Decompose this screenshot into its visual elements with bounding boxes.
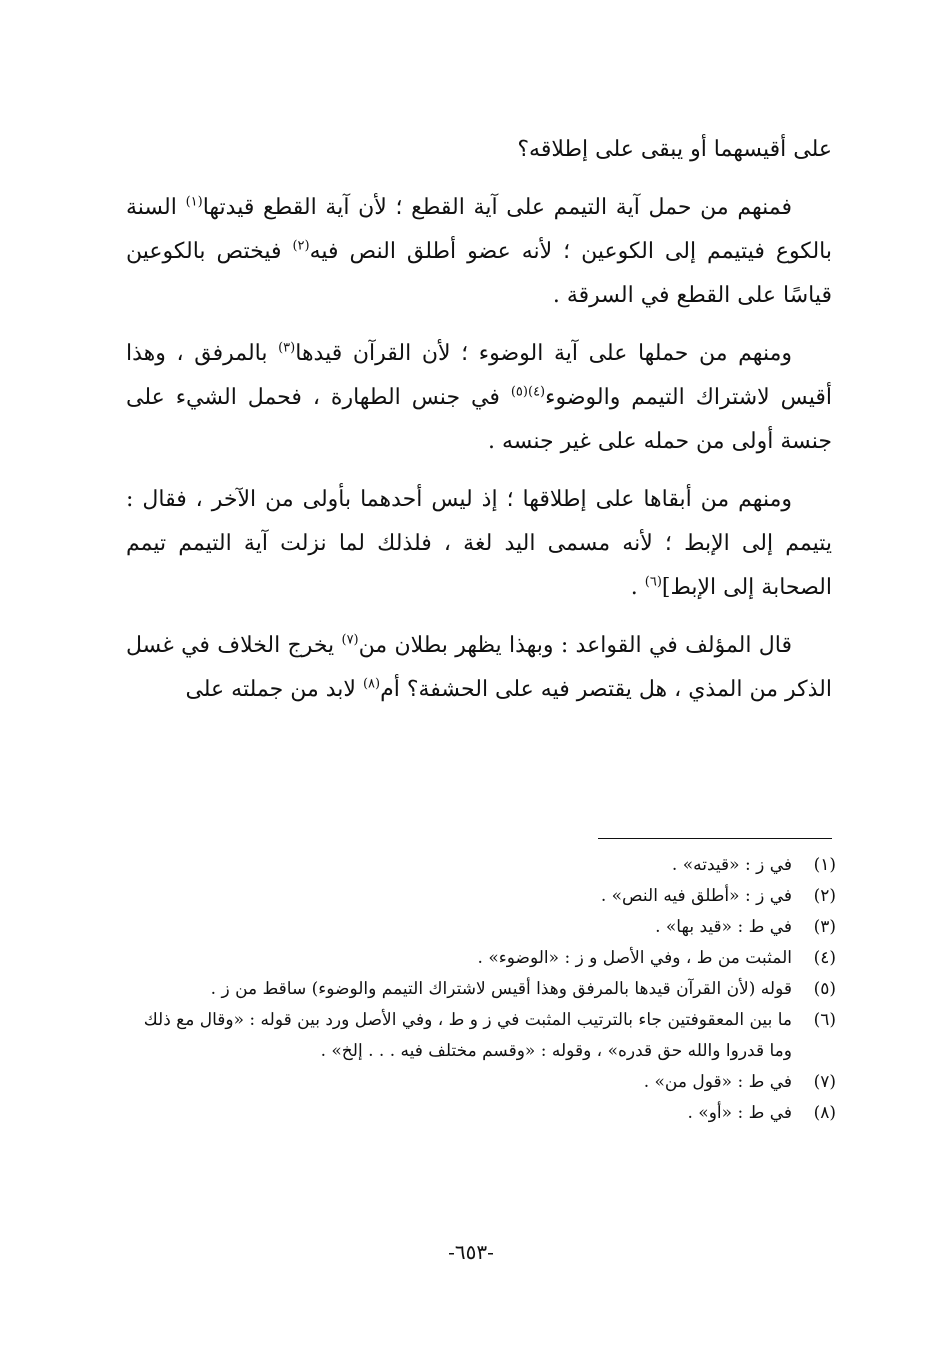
footnote-number: (١) (813, 855, 836, 875)
footnote-text: في ط : «أو» . (687, 1103, 792, 1123)
footnote-separator (598, 838, 832, 839)
footnote-text: المثبت من ط ، وفي الأصل و ز : «الوضوء» . (477, 948, 792, 968)
text-segment: يخرج الخلاف في غسل الذكر من المذي ، هل يقتصر فيه على الحشفة؟ أم (126, 633, 832, 702)
footnote-marker: (٦) (644, 574, 662, 590)
footnote (126, 912, 836, 943)
footnote-text: في ز : «أطلق فيه النص» . (600, 886, 792, 906)
paragraph (126, 332, 832, 464)
text-segment: بالمرفق ، وهذا أقيس لاشتراك التيمم والوضوء (126, 341, 832, 410)
footnote-text: في ط : «قيد بها» . (655, 917, 792, 937)
footnote (126, 1005, 836, 1067)
text-segment: ومنهم من حملها على آية الوضوء ؛ لأن القرآن قيدها (295, 341, 792, 366)
footnote-marker: (٢) (292, 238, 310, 254)
footnote-number: (٣) (813, 917, 836, 937)
footnote-text: ما بين المعقوفتين جاء بالترتيب المثبت في ز و ط ، وفي الأصل ورد بين قوله : «وقال مع ذلك وما قدروا والله حق قدره» ، وقوله : «وقسم مختلف فيه . . . إلخ» . (143, 1010, 792, 1061)
paragraph (126, 624, 832, 712)
footnote (126, 881, 836, 912)
footnote-text: في ط : «قول من» . (643, 1072, 792, 1092)
footnote-number: (٦) (813, 1010, 836, 1030)
footnote (126, 943, 836, 974)
paragraph (126, 128, 832, 172)
footnotes (126, 850, 836, 1129)
text-segment: فمنهم من حمل آية التيمم على آية القطع ؛ لأن آية القطع قيدتها (202, 195, 792, 220)
text-segment: على أقيسهما أو يبقى على إطلاقه؟ (517, 137, 832, 162)
footnote-number: (٤) (813, 948, 836, 968)
footnote-marker: (٨) (362, 676, 381, 692)
text-segment: فيختص بالكوعين قياسًا على القطع في السرقة . (126, 239, 832, 308)
footnote-marker: (٧) (341, 632, 359, 648)
footnote-marker: (١) (185, 194, 203, 210)
footnote-number: (٢) (813, 886, 836, 906)
text-segment: في جنس الطهارة ، فحمل الشيء على جنسة أولى من حمله على غير جنسه . (126, 385, 832, 454)
text-segment: . (630, 575, 645, 600)
footnote-marker: (٤)(٥) (510, 384, 546, 400)
footnote-number: (٧) (813, 1072, 836, 1092)
text-segment: قال المؤلف في القواعد : وبهذا يظهر بطلان من (358, 633, 792, 658)
footnote-number: (٥) (813, 979, 836, 999)
paragraph (126, 478, 832, 610)
text-segment: لابد من جملته على (185, 677, 363, 702)
footnote-marker: (٣) (278, 340, 296, 356)
page-number: -٦٥٣- (448, 1240, 494, 1264)
text-segment: السنة بالكوع فيتيمم إلى الكوعين ؛ لأنه عضو أطلق النص فيه (126, 195, 832, 264)
footnote-number: (٨) (813, 1103, 836, 1123)
main-text (126, 128, 832, 726)
text-segment: ومنهم من أبقاها على إطلاقها ؛ إذ ليس أحدهما بأولى من الآخر ، فقال : يتيمم إلى الإبط ؛ لأنه مسمى اليد لغة ، فلذلك لما نزلت آية التيمم تيمم الصحابة إلى الإبط] (126, 487, 832, 600)
footnote (126, 1067, 836, 1098)
footnote-text: قوله (لأن القرآن قيدها بالمرفق وهذا أقيس لاشتراك التيمم والوضوء) ساقط من ز . (210, 979, 792, 999)
footnote (126, 850, 836, 881)
footnote (126, 974, 836, 1005)
footnote-text: في ز : «قيدته» . (671, 855, 792, 875)
footnote (126, 1098, 836, 1129)
paragraph (126, 186, 832, 318)
